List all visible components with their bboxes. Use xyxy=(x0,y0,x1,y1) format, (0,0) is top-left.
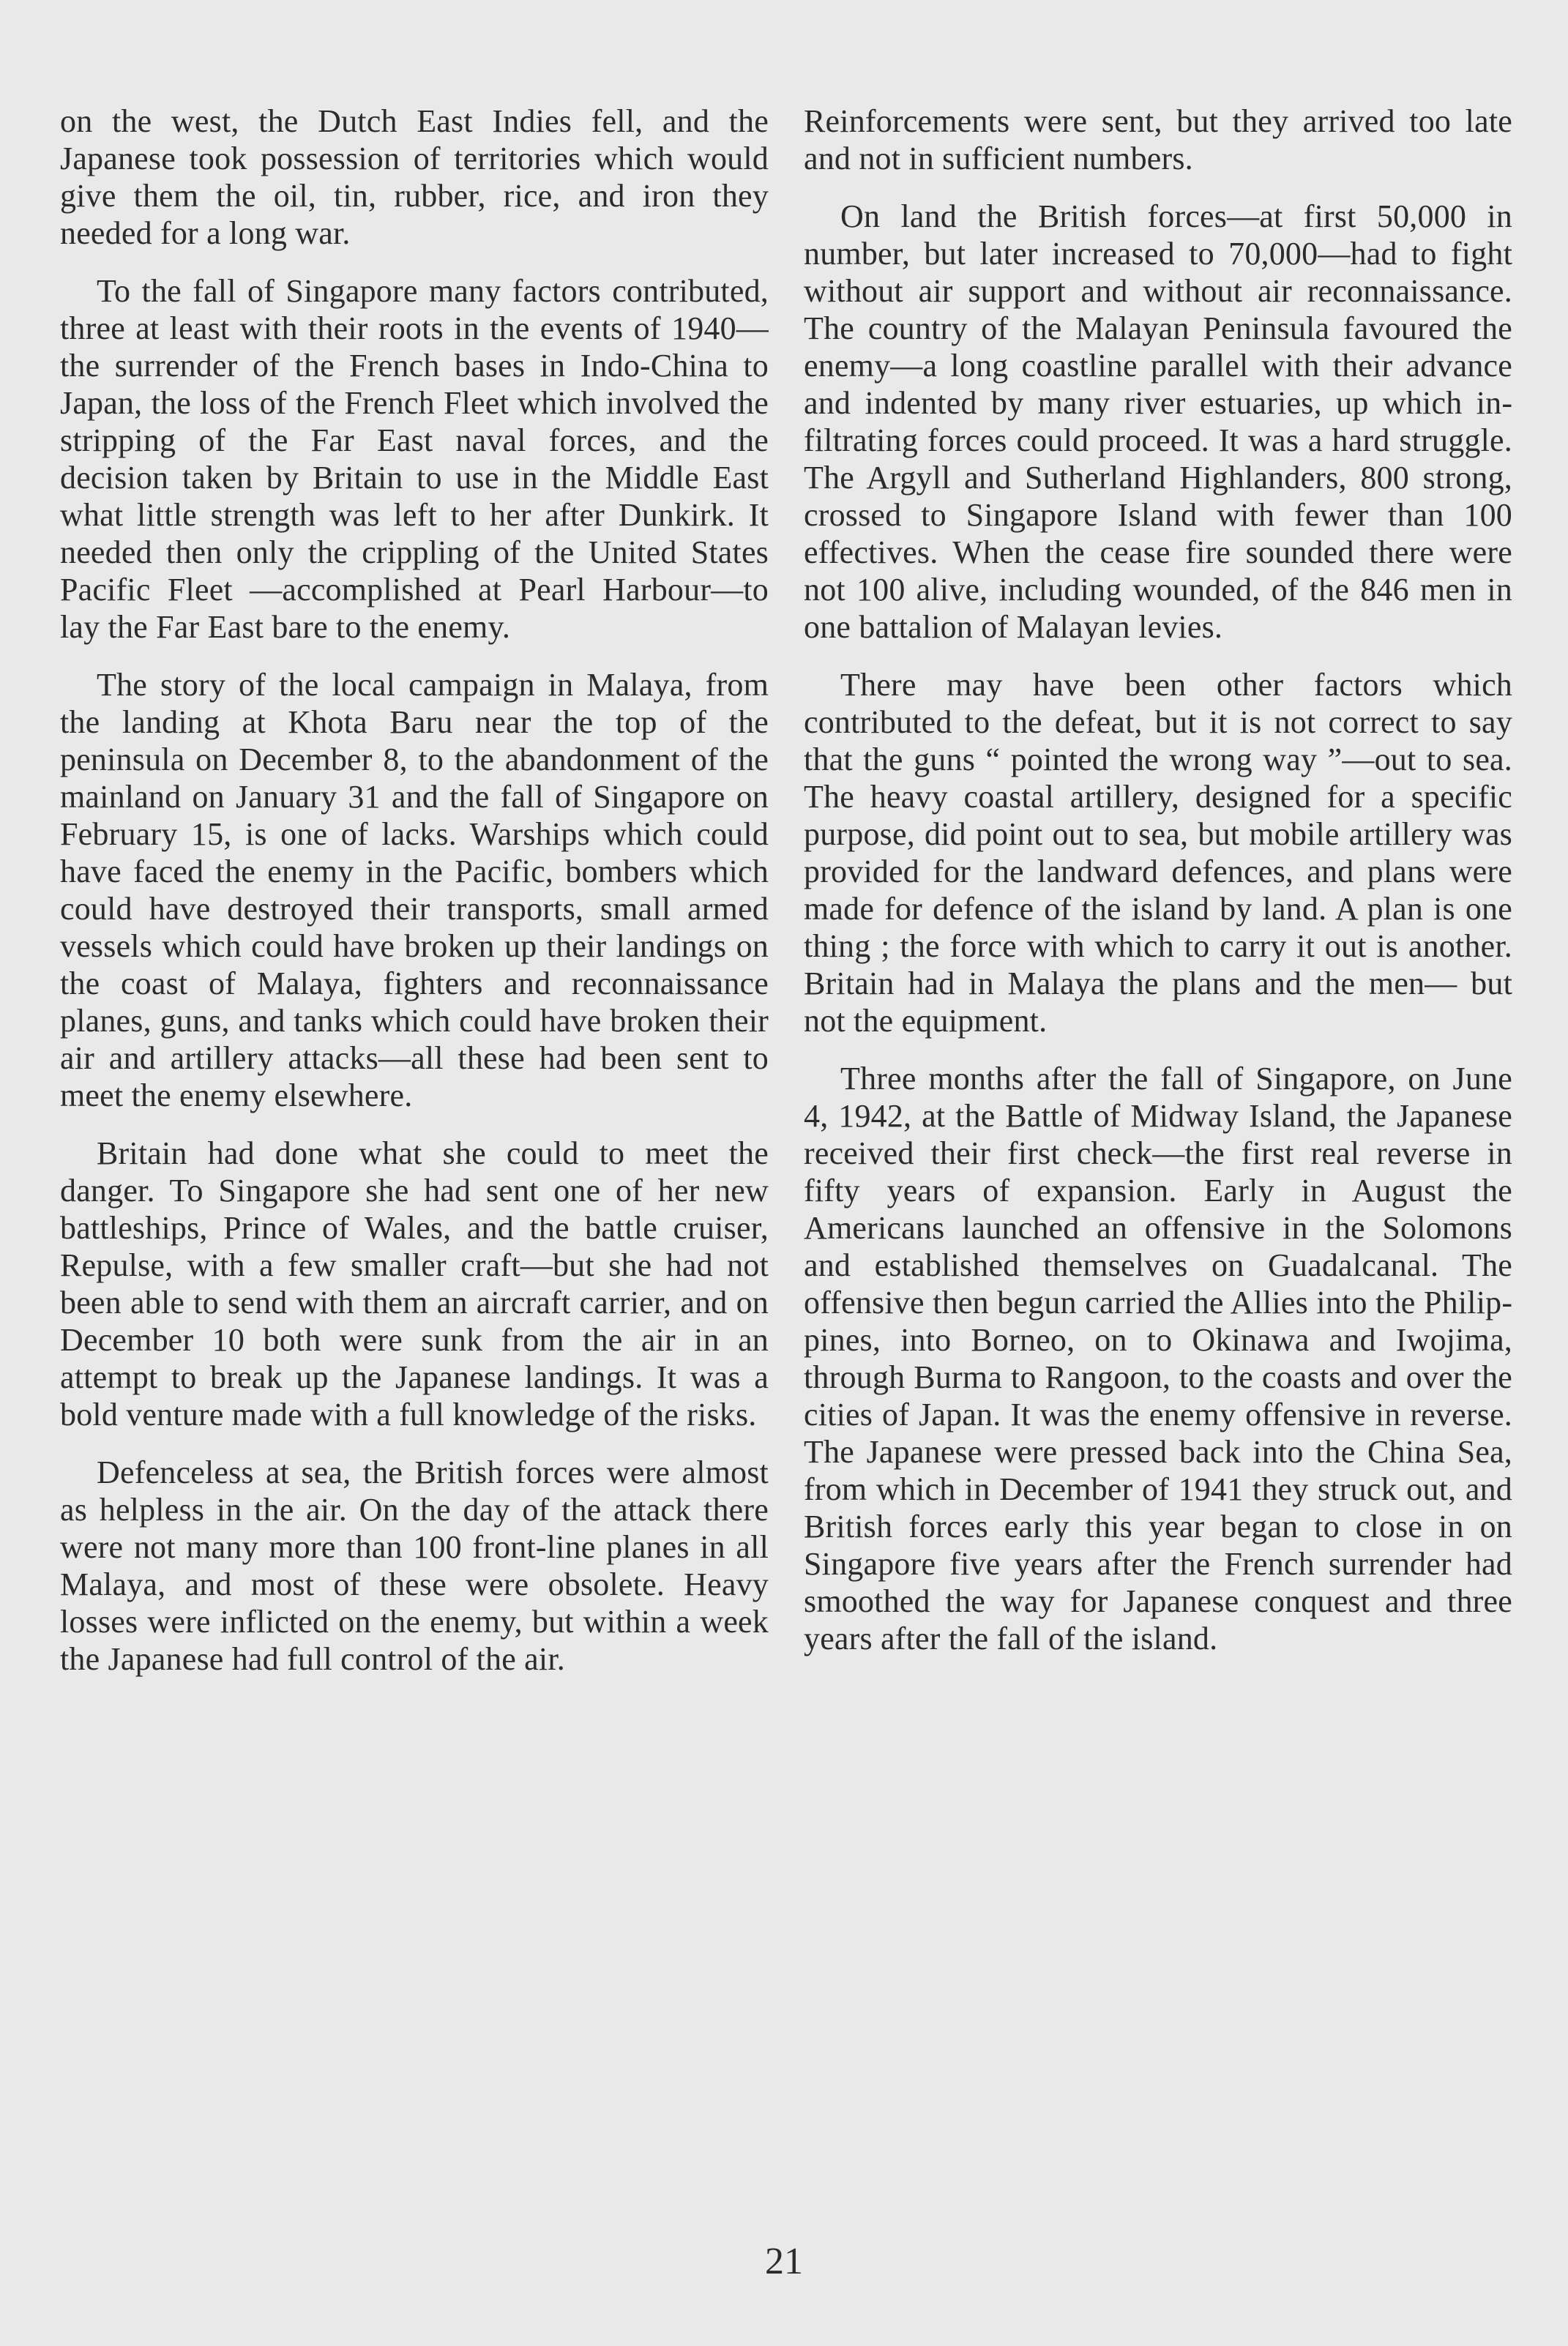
paragraph-dutch-east-indies: on the west, the Dutch East Indies fell, and the Japanese took possession of territories which would give them the oil, tin, rubber, rice, and iron they needed for a long war. xyxy=(60,103,769,251)
paragraph-reinforcements: Reinforcements were sent, but they arrived too late and not in sufficient numbers. xyxy=(804,103,1512,176)
paragraph-other-factors: There may have been other factors which contributed to the defeat, but it is not correct to say that the guns “ pointed the wrong way ”—out to sea. The heavy coastal artillery, designed for a specific purpose, did point out to sea, but mobile artillery was provided for the landward defences, and plans were made for defence of the island by land. A plan is one thing ; the force with which to carry it out is another. Britain had in Malaya the plans and the men— but not the equipment. xyxy=(804,667,1512,1039)
paragraph-defenceless-at-sea: Defenceless at sea, the British forces were almost as helpless in the air. On the day of the attack there were not many more than 100 front-line planes in all Malaya, and most of these were obsolete. Heavy losses were inflicted on the enemy, but within a week the Japanese had full control of the air. xyxy=(60,1454,769,1677)
paragraph-land-forces: On land the British forces—at first 50,000 in number, but later increased to 70,000—had to fight without air support and without air reconnaissance. The country of the Malayan Peninsula favoured the enemy—a long coastline parallel with their advance and indented by many river estuaries, up which infiltrating forces could proceed. It was a hard struggle. The Argyll and Sutherland Highlanders, 800 strong, crossed to Singapore Island with fewer than 100 effectives. When the cease fire sounded there were not 100 alive, including wounded, of the 846 men in one battalion of Malayan levies. xyxy=(804,198,1512,645)
paragraph-britain-danger: Britain had done what she could to meet the danger. To Singapore she had sent one of her new battleships, Prince of Wales, and the battle cruiser, Repulse, with a few smaller craft—but she had not been able to send with them an aircraft carrier, and on December 10 both were sunk from the air in an attempt to break up the Japanese landings. It was a bold venture made with a full knowledge of the risks. xyxy=(60,1135,769,1432)
page-number: 21 xyxy=(765,2241,803,2282)
paragraph-malaya-campaign: The story of the local campaign in Malaya, from the landing at Khota Baru near the top of the peninsula on December 8, to the abandonment of the mainland on January 31 and the fall of Singapore on February 15, is one of lacks. Warships which could have faced the enemy in the Pacific, bombers which could have destroyed their transports, small armed vessels which could have broken up their landings on the coast of Malaya, fighters and reconnaissance planes, guns, and tanks which could have broken their air and artillery attacks—all these had been sent to meet the enemy elsewhere. xyxy=(60,667,769,1113)
paragraph-fall-of-singapore-factors: To the fall of Singapore many factors contributed, three at least with their roots in the events of 1940—the surrender of the French bases in Indo-China to Japan, the loss of the French Fleet which involved the stripping of the Far East naval forces, and the decision taken by Britain to use in the Middle East what little strength was left to her after Dunkirk. It needed then only the crippling of the United States Pacific Fleet —accomplished at Pearl Harbour—to lay the Far East bare to the enemy. xyxy=(60,273,769,645)
left-column xyxy=(60,102,769,1698)
paragraph-three-months-after: Three months after the fall of Singapore, on June 4, 1942, at the Battle of Midway Island, the Japanese received their first check—the first real reverse in fifty years of expansion. Early in August the Americans launched an offensive in the Solomons and established themselves on Guadalcanal. The offensive then begun carried the Allies into the Philippines, into Borneo, on to Okinawa and Iwojima, through Burma to Rangoon, to the coasts and over the cities of Japan. It was the enemy offensive in reverse. The Japanese were pressed back into the China Sea, from which in December of 1941 they struck out, and British forces early this year began to close in on Singapore five years after the French surrender had smoothed the way for Japanese conquest and three years after the fall of the island. xyxy=(804,1061,1512,1656)
right-column xyxy=(804,102,1512,1678)
